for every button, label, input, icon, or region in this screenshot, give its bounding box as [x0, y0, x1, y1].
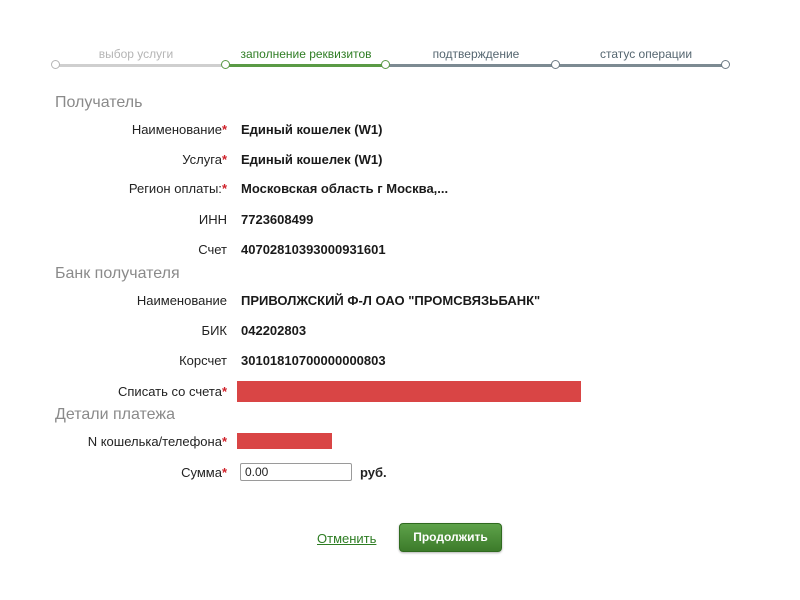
- corr-account-label: Корсчет: [179, 353, 227, 368]
- amount-label: Сумма*: [181, 465, 227, 480]
- bank-name-value: ПРИВОЛЖСКИЙ Ф-Л ОАО "ПРОМСВЯЗЬБАНК": [241, 293, 541, 308]
- bik-label: БИК: [201, 323, 227, 338]
- continue-button[interactable]: Продолжить: [399, 523, 502, 552]
- wallet-label: N кошелька/телефона*: [87, 434, 227, 449]
- account-label: Счет: [198, 242, 227, 257]
- step-choose-service: выбор услуги: [98, 47, 174, 61]
- debit-account-select[interactable]: [237, 381, 581, 402]
- inn-label: ИНН: [198, 212, 227, 227]
- corr-account-value: 30101810700000000803: [241, 353, 386, 368]
- region-label: Регион оплаты:*: [128, 181, 227, 196]
- step-node-2: [221, 60, 230, 69]
- recipient-name-value: Единый кошелек (W1): [241, 122, 383, 137]
- wallet-input[interactable]: [237, 433, 332, 449]
- step-node-1: [51, 60, 60, 69]
- payment-section-title: Детали платежа: [55, 406, 175, 423]
- step-connector-active: [226, 64, 386, 67]
- bank-section-title: Банк получателя: [55, 265, 180, 282]
- step-node-3: [381, 60, 390, 69]
- step-fill-details: заполнение реквизитов: [240, 47, 372, 61]
- region-value: Московская область г Москва,...: [241, 181, 449, 196]
- progress-stepper: [0, 0, 800, 80]
- cancel-link[interactable]: Отменить: [317, 531, 377, 546]
- recipient-section-title: Получатель: [55, 94, 143, 111]
- step-connector-done: [56, 64, 226, 67]
- inn-value: 7723608499: [241, 212, 314, 227]
- step-node-5: [721, 60, 730, 69]
- account-value: 40702810393000931601: [241, 242, 386, 257]
- bank-name-label: Наименование: [136, 293, 227, 308]
- step-operation-status: статус операции: [599, 47, 693, 61]
- bik-value: 042202803: [241, 323, 307, 338]
- service-value: Единый кошелек (W1): [241, 152, 383, 167]
- debit-account-label: Списать со счета*: [118, 384, 227, 399]
- currency-label: руб.: [360, 465, 387, 480]
- amount-input[interactable]: [240, 463, 352, 481]
- step-confirmation: подтверждение: [432, 47, 520, 61]
- recipient-name-label: Наименование*: [131, 122, 227, 137]
- service-label: Услуга*: [182, 152, 227, 167]
- step-node-4: [551, 60, 560, 69]
